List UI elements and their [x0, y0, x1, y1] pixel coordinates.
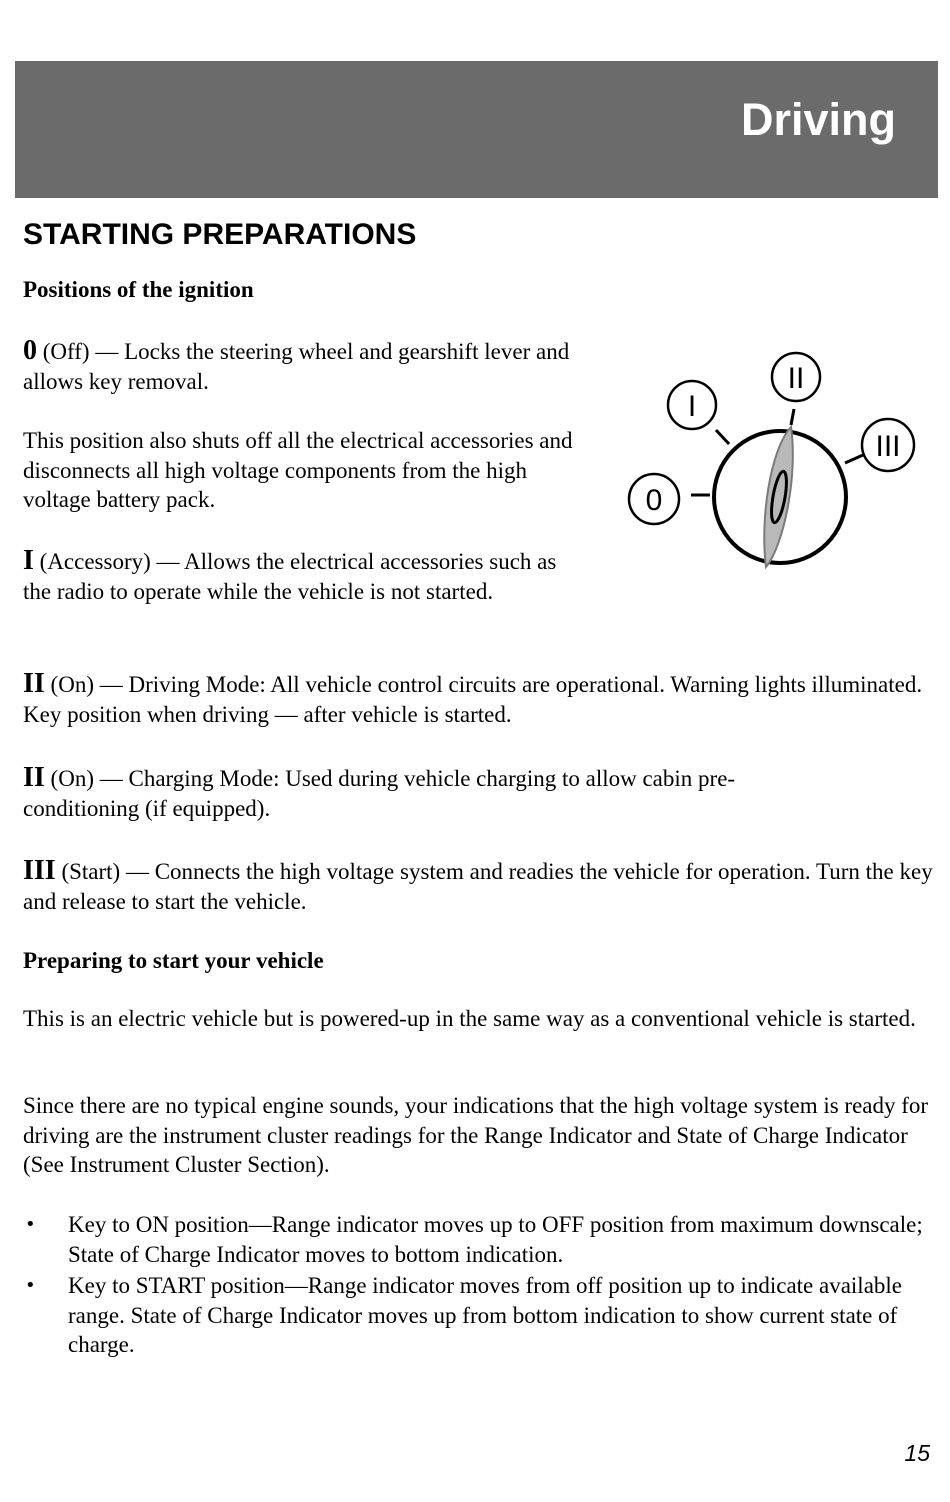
page-number: 15 [904, 1440, 930, 1466]
label-on: II [787, 362, 805, 395]
chapter-title: Driving [740, 94, 896, 145]
position-key: 0 [23, 335, 37, 366]
ignition-item-off [23, 336, 598, 396]
ignition-off-note: This position also shuts off all the electrical accessories and disconnects all high voltage components from the high voltage battery pack. [23, 428, 573, 512]
position-text: (On) — Charging Mode: Used during vehicle charging to allow cabin pre-conditioning (if equipped). [23, 766, 736, 821]
indicator-bullet-list [23, 1210, 933, 1362]
position-text: (Start) — Connects the high voltage system and readies the vehicle for operation. Turn the key and release to start the vehicle. [23, 859, 933, 914]
list-item [23, 1210, 933, 1269]
ignition-heading: Positions of the ignition [23, 277, 254, 302]
bullet-text: Key to START position—Range indicator moves from off position up to indicate available range. State of Charge Indicator moves up from bottom indication to show current state of charge. [68, 1273, 903, 1357]
position-key: III [23, 855, 56, 886]
ignition-item-on-charging [23, 763, 843, 823]
bullet-icon: • [25, 1275, 36, 1296]
preparing-heading: Preparing to start your vehicle [23, 948, 324, 973]
bullet-icon: • [25, 1214, 36, 1235]
section-title: STARTING PREPARATIONS [23, 218, 417, 251]
tick-start [845, 455, 863, 463]
key-blade [764, 427, 793, 567]
label-start: III [875, 430, 901, 463]
position-key: II [23, 762, 45, 793]
ignition-item-on-driving [23, 669, 933, 729]
position-key: I [23, 545, 34, 576]
position-text: (Accessory) — Allows the electrical accessories such as the radio to operate while the vehicle is not started. [23, 549, 557, 604]
position-text: (On) — Driving Mode: All vehicle control circuits are operational. Warning lights illuminated. Key position when driving — after vehicle is started. [23, 672, 923, 727]
preparing-paragraph-1: This is an electric vehicle but is powered-up in the same way as a conventional vehicle is started. [23, 1006, 916, 1031]
bullet-text: Key to ON position—Range indicator moves up to OFF position from maximum downscale; State of Charge Indicator moves to bottom indication. [68, 1212, 923, 1267]
ignition-item-accessory [23, 546, 563, 606]
ignition-item-start [23, 856, 933, 916]
tick-on [791, 409, 794, 425]
list-item [23, 1271, 933, 1360]
ignition-switch-diagram [620, 345, 920, 585]
position-text: (Off) — Locks the steering wheel and gearshift lever and allows key removal. [23, 339, 570, 394]
label-off: 0 [645, 484, 663, 517]
position-key: II [23, 668, 45, 699]
preparing-paragraph-2: Since there are no typical engine sounds, your indications that the high voltage system is ready for driving are the instrument cluster readings for the Range Indicator and State of Charge Indicator (See Instrument Cluster Section). [23, 1093, 929, 1177]
tick-acc [716, 430, 729, 444]
label-acc: I [687, 390, 697, 423]
